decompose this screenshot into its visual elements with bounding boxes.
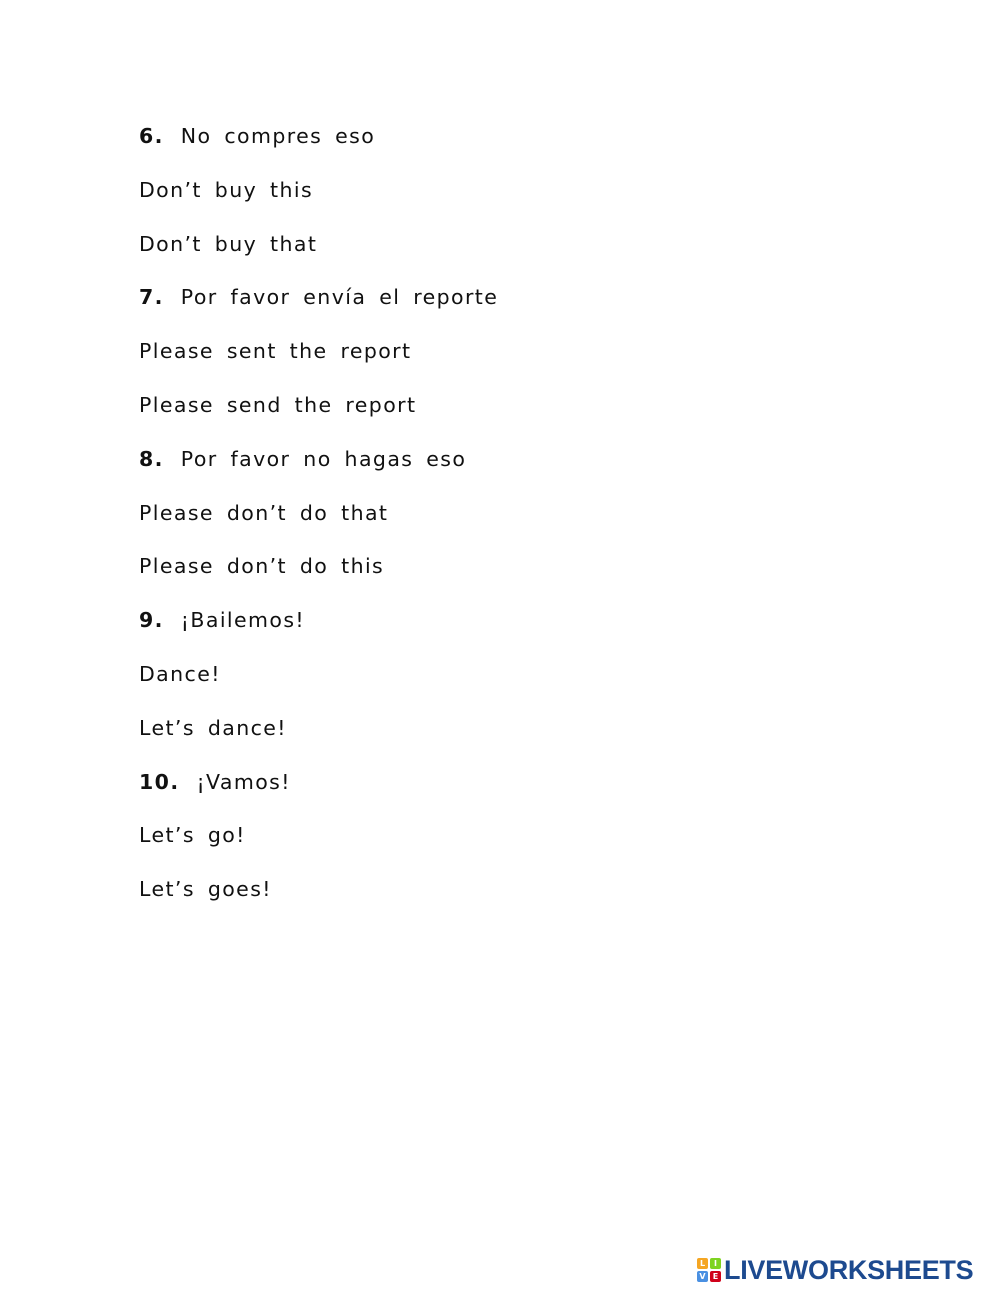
answer-option-7b[interactable]: Please send the report bbox=[139, 392, 417, 417]
question-number: 7. bbox=[139, 285, 164, 310]
question-9 bbox=[139, 602, 859, 656]
logo-tile: L bbox=[697, 1258, 708, 1269]
logo-grid-icon bbox=[697, 1258, 721, 1282]
question-10 bbox=[139, 764, 859, 818]
question-number: 8. bbox=[139, 446, 164, 471]
logo-tile: E bbox=[710, 1271, 721, 1282]
logo-tile: I bbox=[710, 1258, 721, 1269]
answer-option-8b[interactable]: Please don’t do this bbox=[139, 554, 385, 579]
answer-option-9b[interactable]: Let’s dance! bbox=[139, 715, 287, 740]
question-number: 9. bbox=[139, 608, 164, 633]
question-prompt: ¡Bailemos! bbox=[180, 608, 306, 633]
answer-option-10b[interactable]: Let’s goes! bbox=[139, 877, 272, 902]
question-prompt: Por favor no hagas eso bbox=[180, 446, 467, 471]
question-prompt: No compres eso bbox=[180, 124, 376, 148]
answer-option-10a[interactable]: Let’s go! bbox=[139, 823, 246, 848]
question-prompt: Por favor envía el reporte bbox=[180, 285, 499, 310]
liveworksheets-logo bbox=[697, 1256, 973, 1284]
answer-option-7a[interactable]: Please sent the report bbox=[139, 339, 412, 364]
answer-option-9a[interactable]: Dance! bbox=[139, 661, 221, 686]
answer-option-6a[interactable]: Don’t buy this bbox=[139, 177, 314, 202]
question-number: 6. bbox=[139, 124, 164, 148]
question-8 bbox=[139, 441, 859, 495]
worksheet bbox=[139, 118, 859, 925]
question-7 bbox=[139, 279, 859, 333]
question-number: 10. bbox=[139, 769, 180, 794]
logo-tile: V bbox=[697, 1271, 708, 1282]
question-6 bbox=[139, 118, 859, 172]
answer-option-6b[interactable]: Don’t buy that bbox=[139, 231, 318, 256]
question-prompt: ¡Vamos! bbox=[196, 769, 291, 794]
brand-name: LIVEWORKSHEETS bbox=[724, 1255, 974, 1285]
answer-option-8a[interactable]: Please don’t do that bbox=[139, 500, 389, 525]
